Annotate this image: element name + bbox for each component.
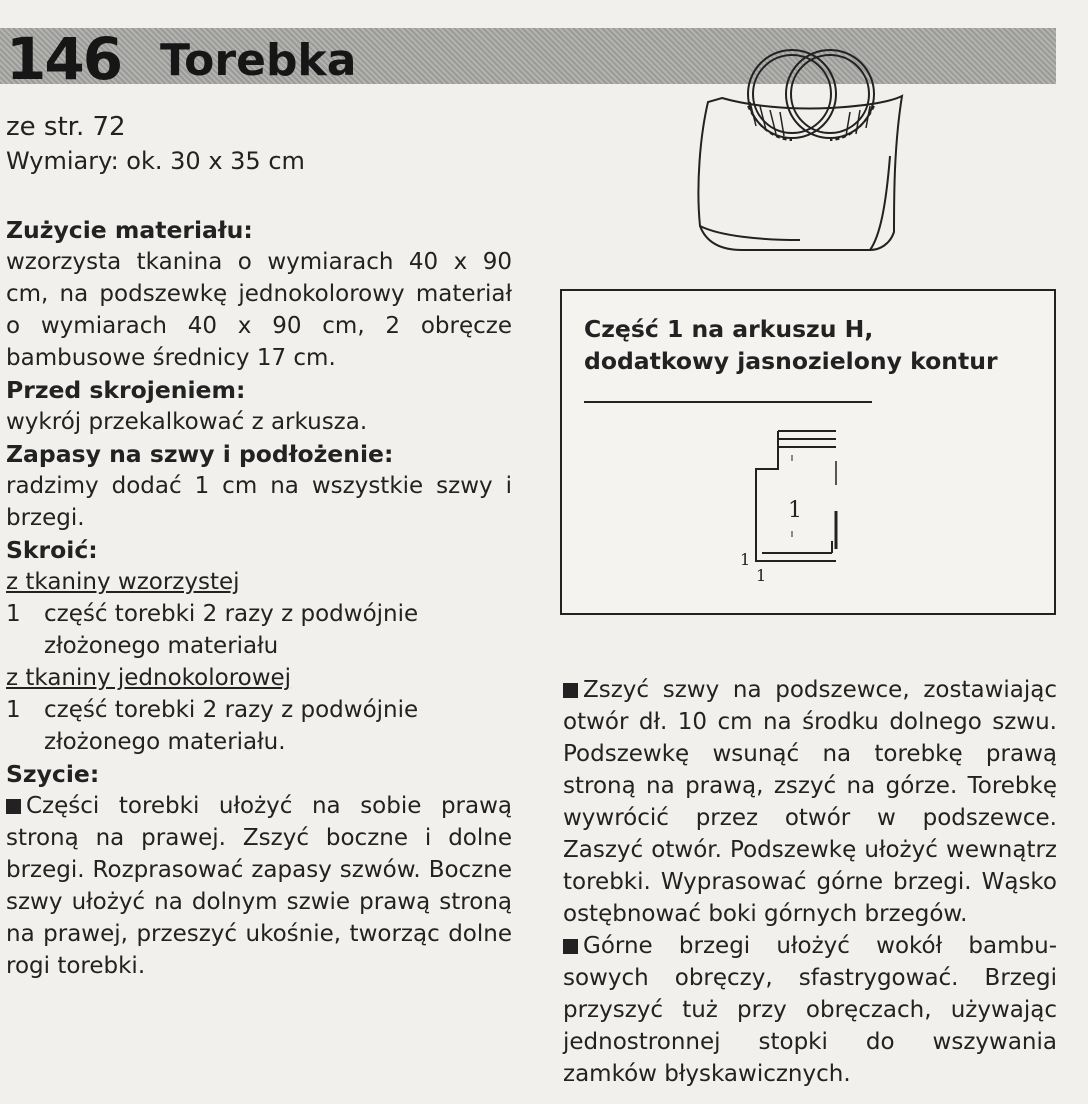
pattern-box [560, 289, 1056, 615]
left-column [6, 110, 512, 982]
cut-group1-item [6, 598, 524, 662]
dimensions: Wymiary: ok. 30 x 35 cm [6, 147, 305, 175]
cut-group2-label: z tkaniny jednokolorowej [6, 665, 292, 691]
pattern-box-rule [584, 401, 872, 403]
pattern-box-title-line2: dodatkowy jasnozielony kontur [584, 347, 998, 375]
bullet-square-icon [563, 683, 578, 698]
pattern-box-title-line1: Część 1 na arkuszu H, [584, 315, 874, 343]
cut-group1-label: z tkaniny wzorzystej [6, 569, 240, 595]
before-cut-text: wykrój przekalkować z arkusza. [6, 409, 368, 435]
edge-label-b: 1 [756, 566, 767, 585]
seams-text: radzimy dodać 1 cm na wszystkie szwy i brzegi. [6, 473, 512, 531]
pattern-box-title [584, 313, 998, 377]
pattern-number: 146 [6, 25, 122, 93]
sewing-paragraph-2 [563, 674, 1057, 930]
sewing-p2-text: Zszyć szwy na podszewce, zostawiając otwór dł. 10 cm na środku dolnego szwu. Podszewkę wsunąć na torebkę prawą stroną na prawą, zszyć na górze. Torebkę wywrócić przez otwór w podszewce. Zaszyć otwór. Podszewkę ułożyć wewnątrz torebki. Wyprasować górne brzegi. Wąsko ostębnować boki górnych brzegów. [563, 677, 1057, 927]
before-cut-heading: Przed skrojeniem: [6, 376, 246, 404]
cut-heading: Skroić: [6, 536, 98, 564]
sewing-heading: Szycie: [6, 760, 100, 788]
sewing-paragraph-3 [563, 930, 1057, 1090]
page-title: Torebka [160, 35, 357, 86]
bullet-square-icon [563, 939, 578, 954]
piece-label: 1 [788, 498, 802, 523]
materials-heading: Zużycie materiału: [6, 216, 253, 244]
bullet-square-icon [6, 799, 21, 814]
page-reference: ze str. 72 [6, 112, 126, 142]
sewing-paragraph-1 [6, 790, 512, 982]
item-text: część torebki 2 razy z podwójnie złożonego materiału [44, 601, 419, 659]
item-number: 1 [6, 601, 21, 627]
sewing-p1-text: Części torebki ułożyć na sobie prawą stroną na prawej. Zszyć boczne i dolne brzegi. Rozprasować zapasy szwów. Boczne szwy ułożyć na dolnym szwie prawą stroną na prawej, przeszyć ukośnie, tworząc dolne rogi torebki. [6, 793, 512, 979]
item-number: 1 [6, 697, 21, 723]
materials-text: wzorzysta tkanina o wymiarach 40 x 90 cm, na podszewkę jednokolorowy materiał o wymiarach 40 x 90 cm, 2 obręcze bambusowe średnicy 17 cm. [6, 249, 512, 371]
sewing-p3-text: Górne brzegi ułożyć wokół bambusowych obręczy, sfastrygować. Brzegi przyszyć tuż przy obręczach, używając jednostronnej stopki do wszywania zamków błyskawicznych. [563, 933, 1057, 1087]
pattern-piece-diagram [732, 421, 862, 601]
cut-group2-item [6, 694, 524, 758]
handbag-illustration [680, 36, 920, 260]
right-column [563, 674, 1057, 1090]
seams-heading: Zapasy na szwy i podłożenie: [6, 440, 394, 468]
edge-label-a: 1 [740, 550, 751, 569]
item-text: część torebki 2 razy z podwójnie złożonego materiału. [44, 697, 419, 755]
